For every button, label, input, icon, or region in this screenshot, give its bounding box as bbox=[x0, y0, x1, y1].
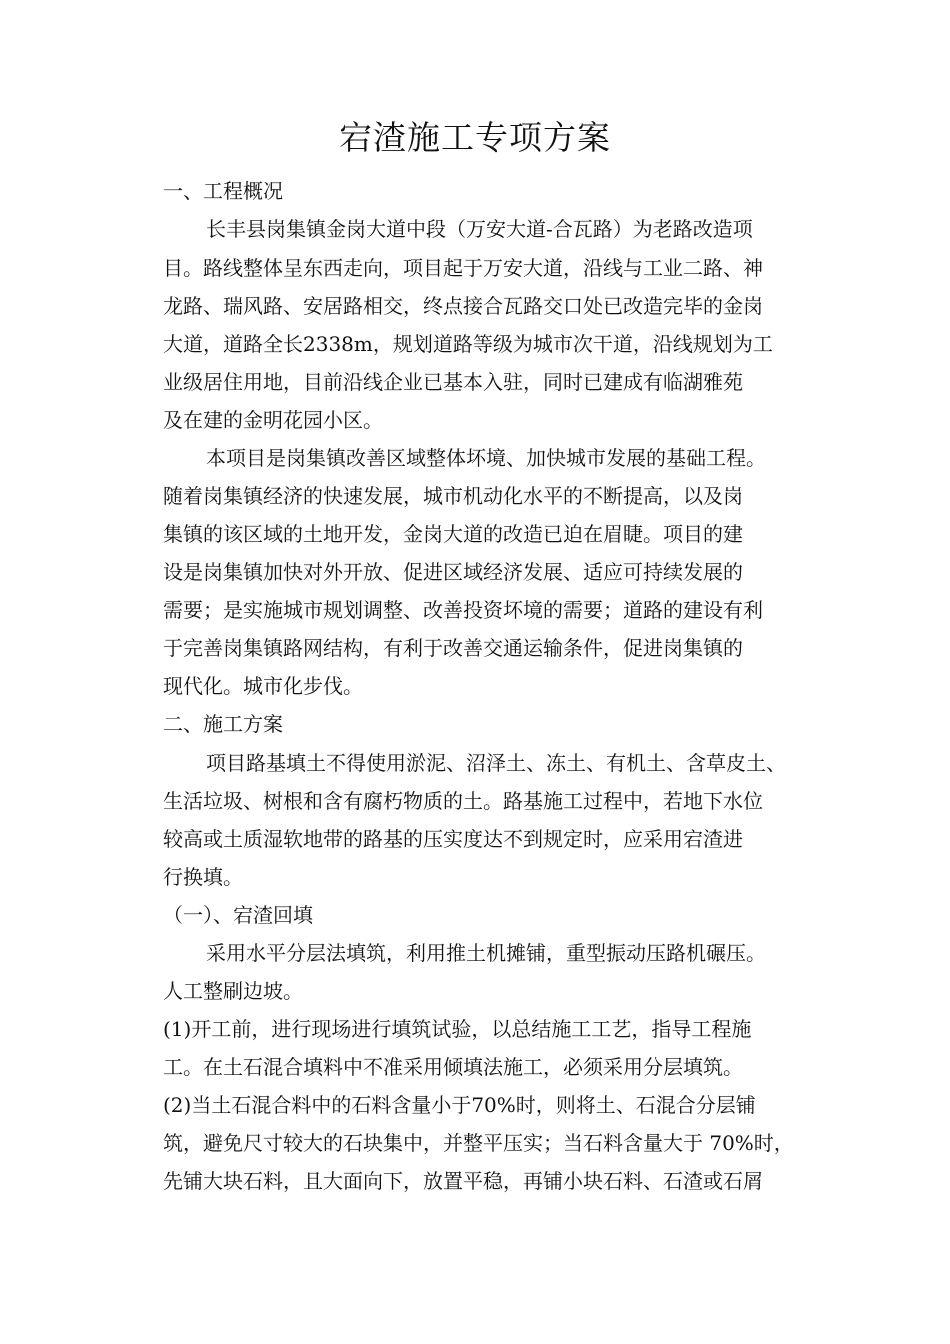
paragraph-line: 人工整刷边坡。 bbox=[163, 979, 303, 1003]
paragraph-line: 大道，道路全长2338m，规划道路等级为城市次干道，沿线规划为工 bbox=[163, 332, 773, 356]
section-heading-2: 二、施工方案 bbox=[163, 712, 283, 736]
list-item-line: 先铺大块石料，且大面向下，放置平稳，再铺小块石料、石渣或石屑 bbox=[163, 1169, 763, 1193]
paragraph-line: 设是岗集镇加快对外开放、促进区域经济发展、适应可持续发展的 bbox=[163, 560, 743, 584]
subsection-heading: （一）、宕渣回填 bbox=[163, 903, 313, 927]
paragraph-line: 长丰县岗集镇金岗大道中段（万安大道-合瓦路）为老路改造项 bbox=[206, 217, 753, 241]
paragraph-line: 业级居住用地，目前沿线企业已基本入驻，同时已建成有临湖雅苑 bbox=[163, 370, 743, 394]
paragraph-line: 现代化。城市化步伐。 bbox=[163, 674, 363, 698]
section-heading-1: 一、工程概况 bbox=[163, 179, 283, 203]
paragraph-line: 随着岗集镇经济的快速发展，城市机动化水平的不断提高，以及岗 bbox=[163, 484, 743, 508]
list-item-line: 筑，避免尺寸较大的石块集中，并整平压实；当石料含量大于 70%时， bbox=[163, 1131, 794, 1155]
paragraph-line: 较高或土质湿软地带的路基的压实度达不到规定时，应采用宕渣进 bbox=[163, 827, 743, 851]
list-item-line: 工。在土石混合填料中不准采用倾填法施工，必须采用分层填筑。 bbox=[163, 1055, 743, 1079]
list-item-line: (2)当土石混合料中的石料含量小于70%时，则将土、石混合分层铺 bbox=[163, 1093, 756, 1117]
paragraph-line: 项目路基填土不得使用淤泥、沼泽土、冻土、有机土、含草皮土、 bbox=[206, 751, 786, 775]
paragraph-line: 于完善岗集镇路网结构，有利于改善交通运输条件，促进岗集镇的 bbox=[163, 636, 743, 660]
document-title: 宕渣施工专项方案 bbox=[339, 118, 611, 157]
list-item-line: (1)开工前，进行现场进行填筑试验，以总结施工工艺，指导工程施 bbox=[163, 1017, 752, 1041]
paragraph-line: 采用水平分层法填筑，利用推土机摊铺，重型振动压路机碾压。 bbox=[206, 941, 766, 965]
paragraph-line: 生活垃圾、树根和含有腐朽物质的土。路基施工过程中，若地下水位 bbox=[163, 789, 763, 813]
paragraph-line: 需要；是实施城市规划调整、改善投资坏境的需要；道路的建设有利 bbox=[163, 598, 763, 622]
paragraph-line: 行换填。 bbox=[163, 865, 243, 889]
paragraph-line: 及在建的金明花园小区。 bbox=[163, 408, 383, 432]
paragraph-line: 目。路线整体呈东西走向，项目起于万安大道，沿线与工业二路、神 bbox=[163, 256, 763, 280]
paragraph-line: 集镇的该区域的土地开发，金岗大道的改造已迫在眉睫。项目的建 bbox=[163, 522, 743, 546]
paragraph-line: 本项目是岗集镇改善区域整体坏境、加快城市发展的基础工程。 bbox=[206, 446, 766, 470]
paragraph-line: 龙路、瑞风路、安居路相交，终点接合瓦路交口处已改造完毕的金岗 bbox=[163, 294, 763, 318]
